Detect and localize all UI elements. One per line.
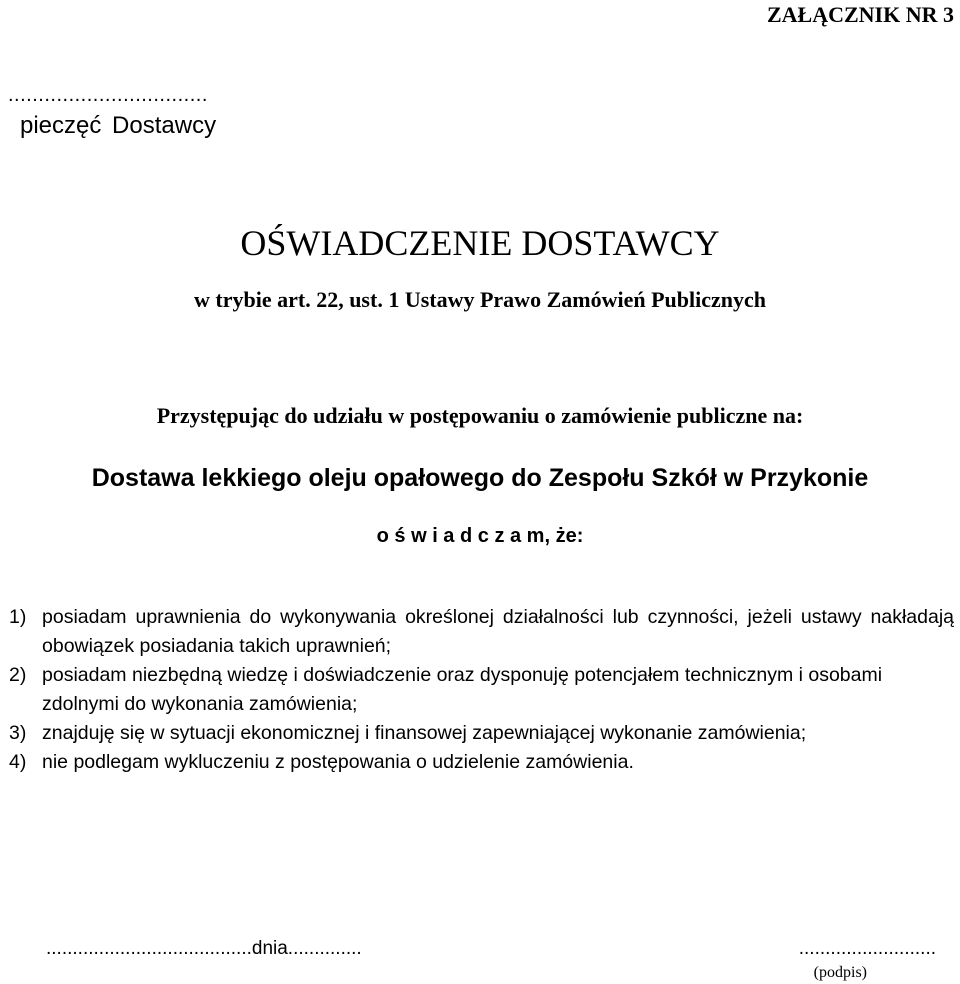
attachment-number: ZAŁĄCZNIK NR 3 [766, 2, 954, 27]
document-subtitle: w trybie art. 22, ust. 1 Ustawy Prawo Zamówień Publicznych [194, 287, 766, 312]
intro-text: Przystępując do udziału w postępowaniu o zamówienie publiczne na: [156, 403, 804, 428]
list-item-number: 4) [9, 751, 27, 773]
signature-label: (podpis) [813, 964, 867, 981]
declaration-list [9, 603, 954, 777]
list-item-text: nie podlegam wykluczeniu z postępowania o udzielenie zamówienia. [42, 751, 634, 773]
place-date-line: .......................................dnia.............. [46, 938, 362, 959]
list-item-text: posiadam uprawnienia do wykonywania określonej działalności lub czynności, jeżeli ustawy nakładają obowiązek posiadania takich uprawnień; [42, 606, 954, 657]
list-item-number: 2) [9, 664, 27, 686]
list-item-text: znajduję się w sytuacji ekonomicznej i finansowej zapewniającej wykonanie zamówienia; [42, 722, 807, 744]
list-item-text: posiadam niezbędną wiedzę i doświadczenie oraz dysponuję potencjałem technicznym i osobami zdolnymi do wykonania zamówienia; [42, 664, 883, 715]
stamp-placeholder-line: ................................. [8, 84, 208, 106]
document-title: OŚWIADCZENIE DOSTAWCY [240, 223, 720, 263]
list-item-number: 3) [9, 722, 27, 744]
declaration-heading: o ś w i a d c z a m, że: [376, 525, 584, 547]
list-item-number: 1) [9, 606, 27, 628]
list-item [9, 661, 954, 719]
signature-line: .......................... [798, 938, 936, 959]
procurement-subject: Dostawa lekkiego oleju opałowego do Zespołu Szkół w Przykonie [91, 464, 869, 492]
list-item [9, 719, 954, 748]
list-item [9, 603, 954, 661]
list-item [9, 748, 954, 777]
stamp-label: pieczęć Dostawcy [20, 112, 217, 139]
